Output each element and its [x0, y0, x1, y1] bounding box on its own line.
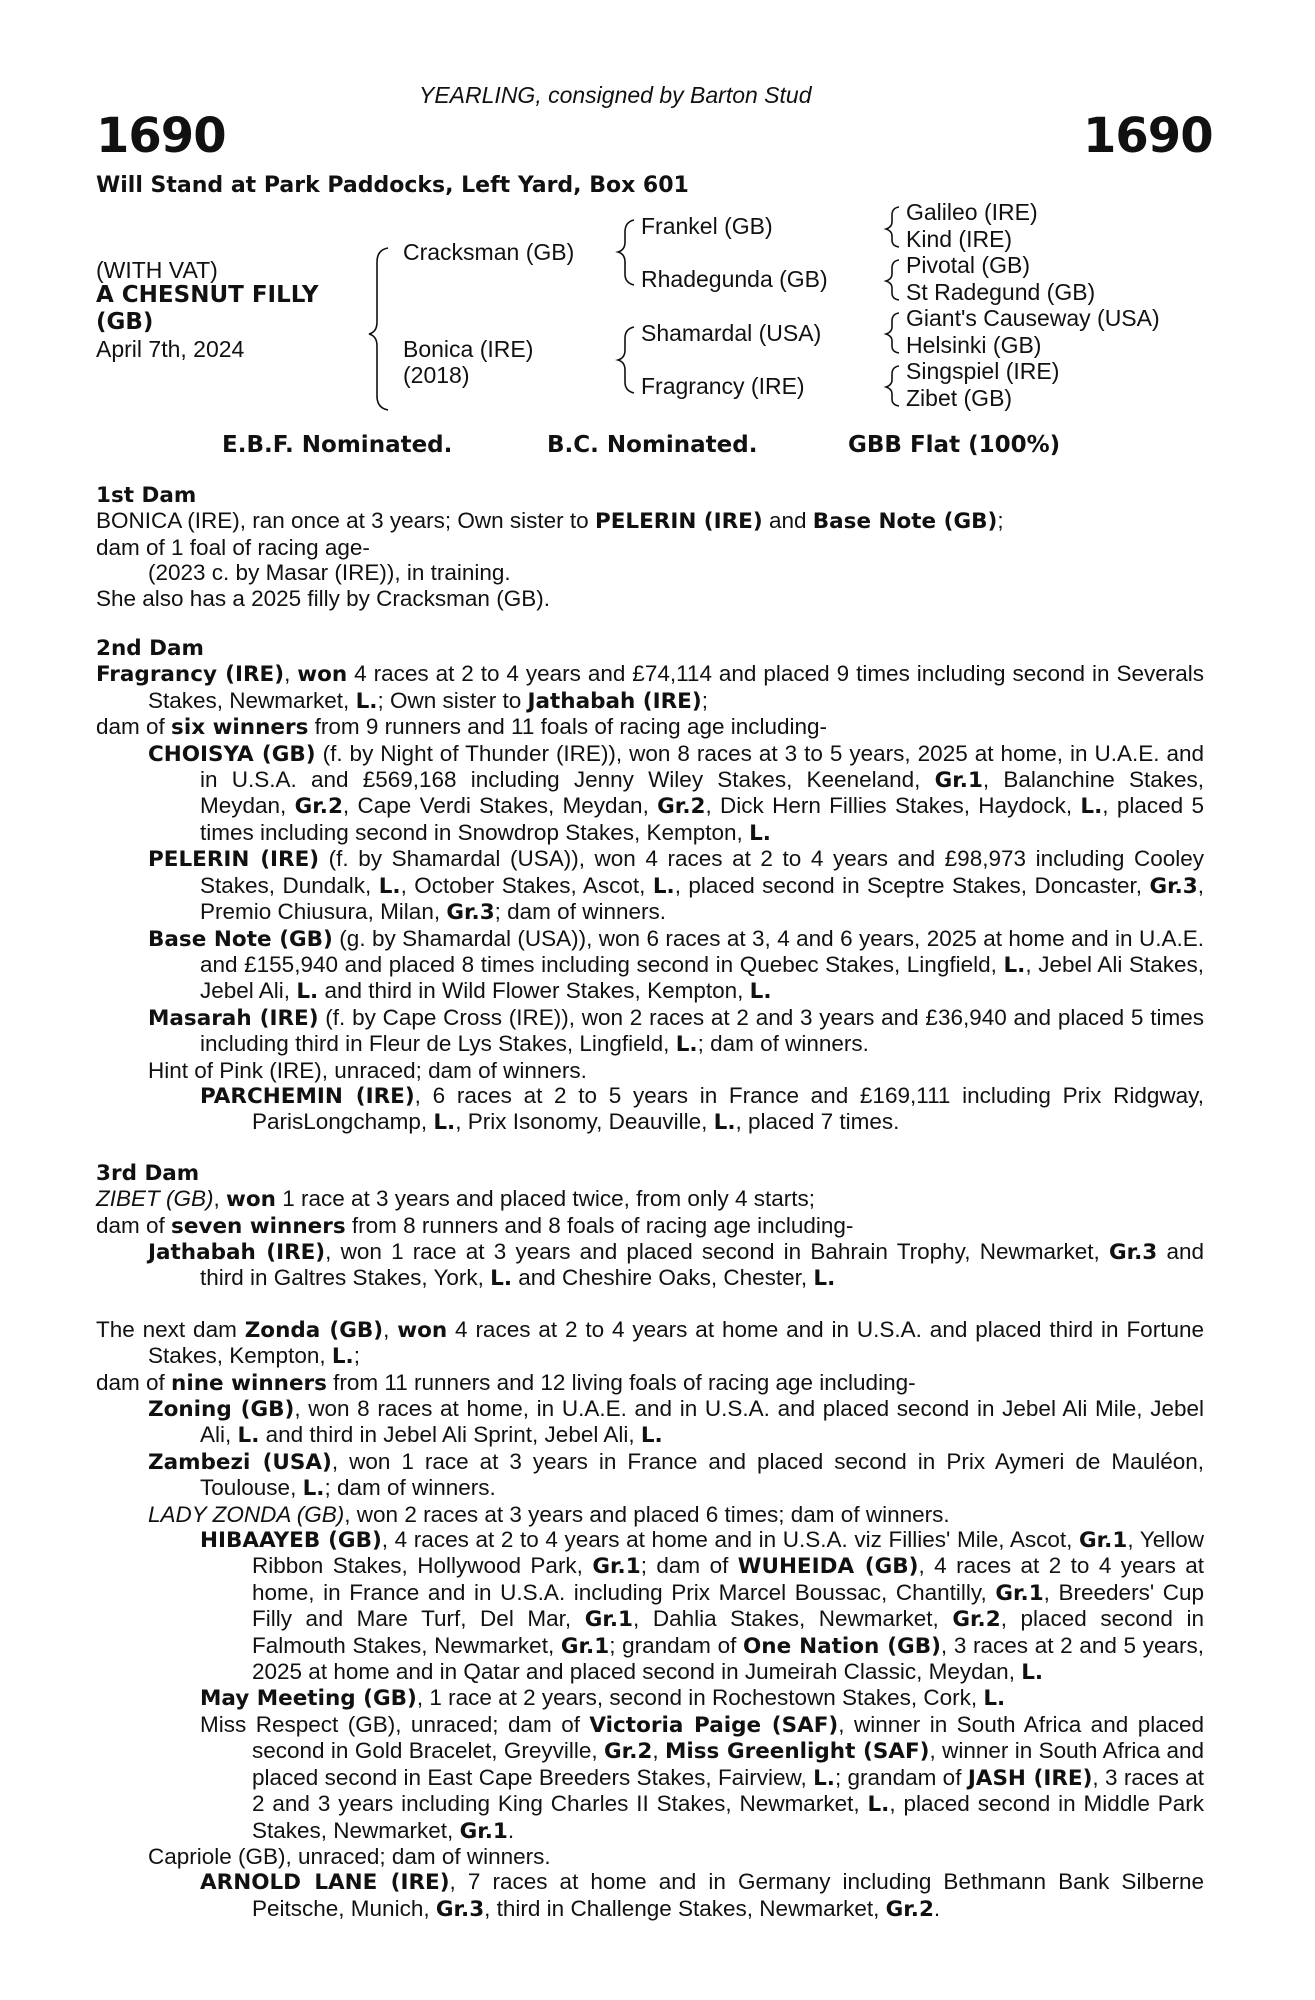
foaling-date: April 7th, 2024 — [96, 336, 245, 362]
second-dam-record: Fragrancy (IRE), won 4 races at 2 to 4 years and £74,114 and placed 9 times including second in Severals Stakes, Newmarket, L.; Own sister to Jathabah (IRE); — [96, 661, 1204, 714]
horse-name: A CHESNUT FILLY — [96, 282, 319, 308]
ancestor-7: Singspiel (IRE) — [906, 358, 1060, 384]
first-dam-produce-intro: dam of 1 foal of racing age- — [96, 534, 370, 560]
produce-base-note: Base Note (GB) (g. by Shamardal (USA)), won 6 races at 3, 4 and 6 years, 2025 at home and in U.A.E. and £155,940 and placed 8 times including second in Quebec Stakes, Lingfield, L., Jebel Ali Stakes, Jebel Ali, L. and third in Wild Flower Stakes, Kempton, L. — [148, 925, 1204, 1005]
brace-g1 — [886, 207, 899, 247]
produce-masarah: Masarah (IRE) (f. by Cape Cross (IRE)), won 2 races at 2 and 3 years and £36,940 and placed 5 times including third in Fleur de Lys Stakes, Lingfield, L.; dam of winners. — [148, 1004, 1204, 1058]
produce-pelerin: PELERIN (IRE) (f. by Shamardal (USA)), won 4 races at 2 to 4 years and £98,973 including Cooley Stakes, Dundalk, L., October Stakes, Ascot, L., placed second in Sceptre Stakes, Doncaster, Gr.3, Premio Chiusura, Milan, Gr.3; dam of winners. — [148, 846, 1205, 926]
dam-sire-name: Shamardal (USA) — [641, 320, 822, 346]
ancestor-5: Giant's Causeway (USA) — [906, 305, 1160, 331]
bc-nomination: B.C. Nominated. — [547, 432, 758, 458]
ancestor-6: Helsinki (GB) — [906, 332, 1042, 358]
third-dam-heading: 3rd Dam — [96, 1160, 200, 1186]
lot-number-right: 1690 — [1083, 108, 1213, 164]
first-dam-produce-item: (2023 c. by Masar (IRE)), in training. — [148, 560, 511, 586]
ancestor-1: Galileo (IRE) — [906, 199, 1038, 225]
produce-hint-of-pink: Hint of Pink (IRE), unraced; dam of winners. — [148, 1057, 587, 1083]
sire-name: Cracksman (GB) — [403, 239, 575, 265]
produce-jathabah: Jathabah (IRE), won 1 race at 3 years and placed second in Bahrain Trophy, Newmarket, Gr.3 and third in Galtres Stakes, York, L. and Cheshire Oaks, Chester, L. — [148, 1238, 1204, 1292]
third-dam-produce-intro: dam of seven winners from 8 runners and 8 foals of racing age including- — [96, 1212, 854, 1239]
consignment-subtitle: YEARLING, consigned by Barton Stud — [419, 82, 812, 108]
sire-dam-name: Rhadegunda (GB) — [641, 266, 828, 292]
ancestor-3: Pivotal (GB) — [906, 252, 1030, 278]
produce-zambezi: Zambezi (USA), won 1 race at 3 years in France and placed second in Prix Aymeri de Mauléon, Toulouse, L.; dam of winners. — [148, 1448, 1204, 1502]
first-dam-note: She also has a 2025 filly by Cracksman (GB). — [96, 585, 550, 611]
dam-name: Bonica (IRE) — [403, 336, 534, 362]
second-dam-heading: 2nd Dam — [96, 636, 204, 662]
dam-dam-name: Fragrancy (IRE) — [641, 373, 805, 399]
ancestor-2: Kind (IRE) — [906, 226, 1013, 252]
dam-year: (2018) — [403, 362, 470, 388]
stabling-location: Will Stand at Park Paddocks, Left Yard, Box 601 — [96, 173, 689, 198]
produce-may-meeting: May Meeting (GB), 1 race at 2 years, second in Rochestown Stakes, Cork, L. — [200, 1685, 1006, 1712]
ancestor-8: Zibet (GB) — [906, 385, 1013, 411]
ancestor-4: St Radegund (GB) — [906, 279, 1096, 305]
produce-zoning: Zoning (GB), won 8 races at home, in U.A.E. and in U.S.A. and placed second in Jebel Ali Mile, Jebel Ali, L. and third in Jebel Ali Sprint, Jebel Ali, L. — [148, 1396, 1204, 1449]
produce-lady-zonda: LADY ZONDA (GB), won 2 races at 3 years and placed 6 times; dam of winners. — [148, 1501, 950, 1527]
produce-choisya: CHOISYA (GB) (f. by Night of Thunder (IRE)), won 8 races at 3 to 5 years, 2025 at home, in U.A.E. and in U.S.A. and £569,168 including Jenny Wiley Stakes, Keeneland, Gr.1, Balanchine Stakes, Meydan, Gr.2, Cape Verdi Stakes, Meydan, Gr.2, Dick Hern Fillies Stakes, Haydock, L., placed 5 times including second in Snowdrop Stakes, Kempton, L. — [148, 740, 1205, 846]
sire-sire-name: Frankel (GB) — [641, 213, 773, 239]
vat-note: (WITH VAT) — [96, 257, 218, 283]
lot-number-left: 1690 — [96, 108, 226, 164]
second-dam-produce-intro: dam of six winners from 9 runners and 11 foals of racing age including- — [96, 714, 828, 741]
brace-g2 — [886, 260, 899, 300]
first-dam-heading: 1st Dam — [96, 483, 197, 508]
next-dam-record: The next dam Zonda (GB), won 4 races at 2 to 4 years at home and in U.S.A. and placed third in Fortune Stakes, Kempton, L.; — [96, 1316, 1204, 1370]
gbb-status: GBB Flat (100%) — [848, 432, 1061, 458]
produce-capriole: Capriole (GB), unraced; dam of winners. — [148, 1843, 551, 1869]
third-dam-record: ZIBET (GB), won 1 race at 3 years and placed twice, from only 4 starts; — [96, 1186, 815, 1213]
brace-g3 — [886, 313, 899, 353]
produce-hibaayeb: HIBAAYEB (GB), 4 races at 2 to 4 years at home and in U.S.A. viz Fillies' Mile, Ascot, Gr.1, Yellow Ribbon Stakes, Hollywood Park, Gr.1; dam of WUHEIDA (GB), 4 races at 2 to 4 years at home, in France and in U.S.A. including Prix Marcel Boussac, Chantilly, Gr.1, Breeders' Cup Filly and Mare Turf, Del Mar, Gr.1, Dahlia Stakes, Newmarket, Gr.2, placed second in Falmouth Stakes, Newmarket, Gr.1; grandam of One Nation (GB), 3 races at 2 and 5 years, 2025 at home and in Qatar and placed second in Jumeirah Classic, Meydan, L. — [200, 1527, 1205, 1686]
brace-main — [369, 248, 388, 410]
produce-parchemin: PARCHEMIN (IRE), 6 races at 2 to 5 years in France and £169,111 including Prix Ridgway, ParisLongchamp, L., Prix Isonomy, Deauville, L., placed 7 times. — [200, 1082, 1204, 1136]
brace-g4 — [886, 366, 899, 406]
brace-sire — [618, 220, 634, 285]
horse-name-origin: (GB) — [96, 309, 154, 335]
first-dam-record: BONICA (IRE), ran once at 3 years; Own sister to PELERIN (IRE) and Base Note (GB); — [96, 508, 1004, 535]
catalogue-body — [96, 483, 1204, 1922]
ebf-nomination: E.B.F. Nominated. — [222, 432, 453, 458]
next-dam-produce-intro: dam of nine winners from 11 runners and 12 living foals of racing age including- — [96, 1369, 916, 1396]
produce-miss-respect: Miss Respect (GB), unraced; dam of Victoria Paige (SAF), winner in South Africa and placed second in Gold Bracelet, Greyville, Gr.2, Miss Greenlight (SAF), winner in South Africa and placed second in East Cape Breeders Stakes, Fairview, L.; grandam of JASH (IRE), 3 races at 2 and 3 years including King Charles II Stakes, Newmarket, L., placed second in Middle Park Stakes, Newmarket, Gr.1. — [200, 1711, 1204, 1844]
produce-arnold-lane: ARNOLD LANE (IRE), 7 races at home and in Germany including Bethmann Bank Silberne Peitsche, Munich, Gr.3, third in Challenge Stakes, Newmarket, Gr.2. — [200, 1869, 1204, 1922]
brace-dam — [618, 327, 634, 393]
